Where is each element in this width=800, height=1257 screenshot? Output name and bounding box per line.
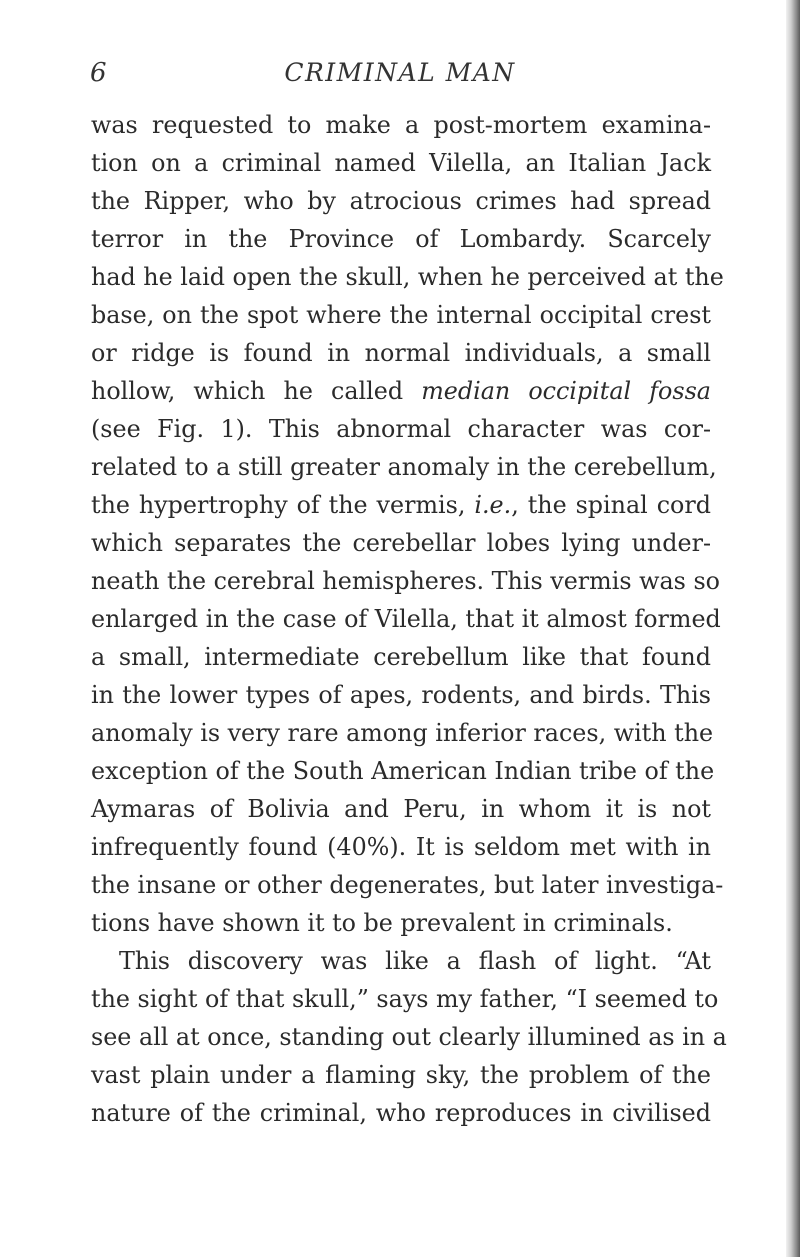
text-line: enlarged in the case of Vilella, that it almost formed	[91, 605, 721, 633]
text-line: a small, intermediate cerebellum like that found	[91, 643, 711, 671]
running-title: CRIMINAL MAN	[284, 58, 516, 87]
text-line: (see Fig. 1). This abnormal character was cor-	[91, 415, 711, 443]
text-line: the sight of that skull,” says my father, “I seemed to	[91, 985, 719, 1013]
text-line: see all at once, standing out clearly illumined as in a	[91, 1023, 727, 1051]
italic-abbreviation: i.e.	[474, 491, 512, 519]
text-line: tions have shown it to be prevalent in criminals.	[91, 909, 673, 937]
text-line: tion on a criminal named Vilella, an Italian Jack	[91, 149, 711, 177]
text-line: Aymaras of Bolivia and Peru, in whom it is not	[91, 795, 711, 823]
text-line: vast plain under a flaming sky, the problem of the	[91, 1061, 711, 1089]
text-line: neath the cerebral hemispheres. This vermis was so	[91, 567, 720, 595]
text-line: exception of the South American Indian tribe of the	[91, 757, 715, 785]
text-line: base, on the spot where the internal occipital crest	[91, 301, 711, 329]
italic-term: median occipital fossa	[421, 377, 711, 405]
page-number: 6	[90, 58, 107, 88]
page-header	[90, 58, 710, 98]
text-line: terror in the Province of Lombardy. Scarcely	[91, 225, 711, 253]
text-line: hollow, which he called median occipital fossa	[91, 377, 711, 405]
text-line: This discovery was like a flash of light. “At	[119, 947, 711, 975]
text-line: or ridge is found in normal individuals, a small	[91, 339, 711, 367]
text-line: anomaly is very rare among inferior races, with the	[91, 719, 714, 747]
body-text	[91, 106, 727, 1132]
text-line: had he laid open the skull, when he perceived at the	[91, 263, 724, 291]
text-line: nature of the criminal, who reproduces in civilised	[91, 1099, 711, 1127]
text-line: in the lower types of apes, rodents, and birds. This	[91, 681, 711, 709]
text-line: the hypertrophy of the vermis, i.e., the spinal cord	[91, 491, 711, 519]
page-edge-shadow	[786, 0, 800, 1257]
text-line: the Ripper, who by atrocious crimes had spread	[91, 187, 711, 215]
text-line: which separates the cerebellar lobes lying under-	[91, 529, 711, 557]
text-line: related to a still greater anomaly in the cerebellum,	[91, 453, 717, 481]
text-line: the insane or other degenerates, but later investiga-	[91, 871, 724, 899]
text-line: was requested to make a post-mortem examina-	[91, 111, 711, 139]
text-line: infrequently found (40%). It is seldom met with in	[91, 833, 711, 861]
